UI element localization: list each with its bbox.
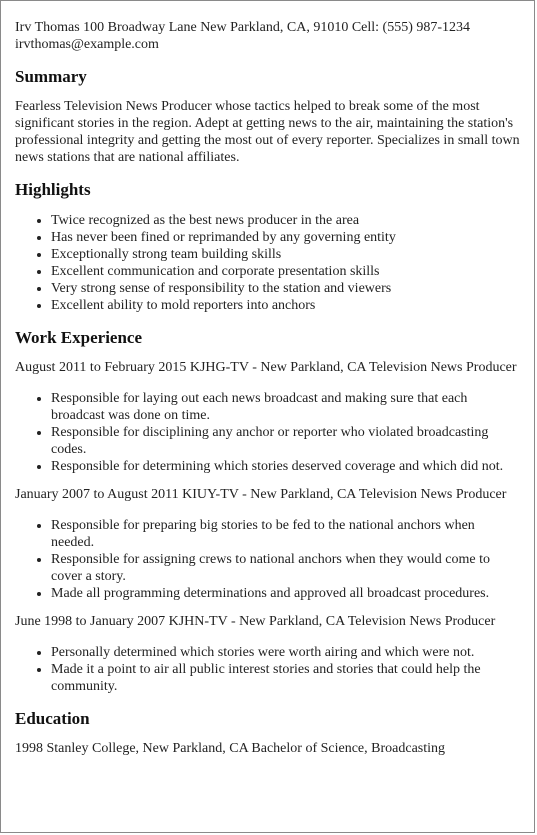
- job-duties-list: [15, 390, 520, 475]
- highlight-item: • Twice recognized as the best news producer in the area: [51, 212, 520, 229]
- job-duty: • Made it a point to air all public interest stories and stories that could help the community.: [51, 661, 520, 695]
- job-duty: • Responsible for disciplining any anchor or reporter who violated broadcasting codes.: [51, 424, 520, 458]
- job-header: January 2007 to August 2011 KIUY-TV - New Parkland, CA Television News Producer: [15, 487, 507, 502]
- email-line: irvthomas@example.com: [15, 37, 159, 52]
- highlight-item: • Exceptionally strong team building skills: [51, 246, 520, 263]
- work-experience-section: [15, 328, 520, 695]
- job-duty: • Responsible for preparing big stories to be fed to the national anchors when needed.: [51, 517, 520, 551]
- work-experience-heading: Work Experience: [15, 328, 143, 347]
- highlights-list: [15, 212, 520, 314]
- highlight-item: • Excellent ability to mold reporters into anchors: [51, 297, 520, 314]
- job-entry: [15, 613, 520, 695]
- job-duty: • Responsible for laying out each news broadcast and making sure that each broadcast was done on time.: [51, 390, 520, 424]
- education-text: 1998 Stanley College, New Parkland, CA Bachelor of Science, Broadcasting: [15, 741, 446, 756]
- education-heading: Education: [15, 709, 90, 728]
- job-duty: • Made all programming determinations and approved all broadcast procedures.: [51, 585, 520, 602]
- contact-line: Irv Thomas 100 Broadway Lane New Parkland, CA, 91010 Cell: (555) 987-1234: [15, 20, 471, 35]
- job-header: August 2011 to February 2015 KJHG-TV - New Parkland, CA Television News Producer: [15, 360, 517, 375]
- highlight-item: • Excellent communication and corporate presentation skills: [51, 263, 520, 280]
- job-header: June 1998 to January 2007 KJHN-TV - New Parkland, CA Television News Producer: [15, 614, 496, 629]
- job-entry: [15, 486, 520, 602]
- highlights-section: [15, 180, 520, 314]
- summary-text: Fearless Television News Producer whose tactics helped to break some of the most significant stories in the region. Adept at getting news to the air, maintaining the station's professional integrity and getting the most out of every reporter. Specializes in small town news stations that are national affiliates.: [15, 99, 520, 165]
- job-duties-list: [15, 644, 520, 695]
- job-duties-list: [15, 517, 520, 602]
- summary-heading: Summary: [15, 67, 87, 86]
- highlight-item: • Has never been fined or reprimanded by any governing entity: [51, 229, 520, 246]
- contact-block: [15, 19, 520, 53]
- highlights-heading: Highlights: [15, 180, 91, 199]
- highlight-item: • Very strong sense of responsibility to the station and viewers: [51, 280, 520, 297]
- job-duty: • Responsible for assigning crews to national anchors when they would come to cover a story.: [51, 551, 520, 585]
- job-duty: • Personally determined which stories were worth airing and which were not.: [51, 644, 520, 661]
- education-section: [15, 709, 520, 757]
- job-entry: [15, 359, 520, 475]
- job-duty: • Responsible for determining which stories deserved coverage and which did not.: [51, 458, 520, 475]
- summary-section: [15, 67, 520, 166]
